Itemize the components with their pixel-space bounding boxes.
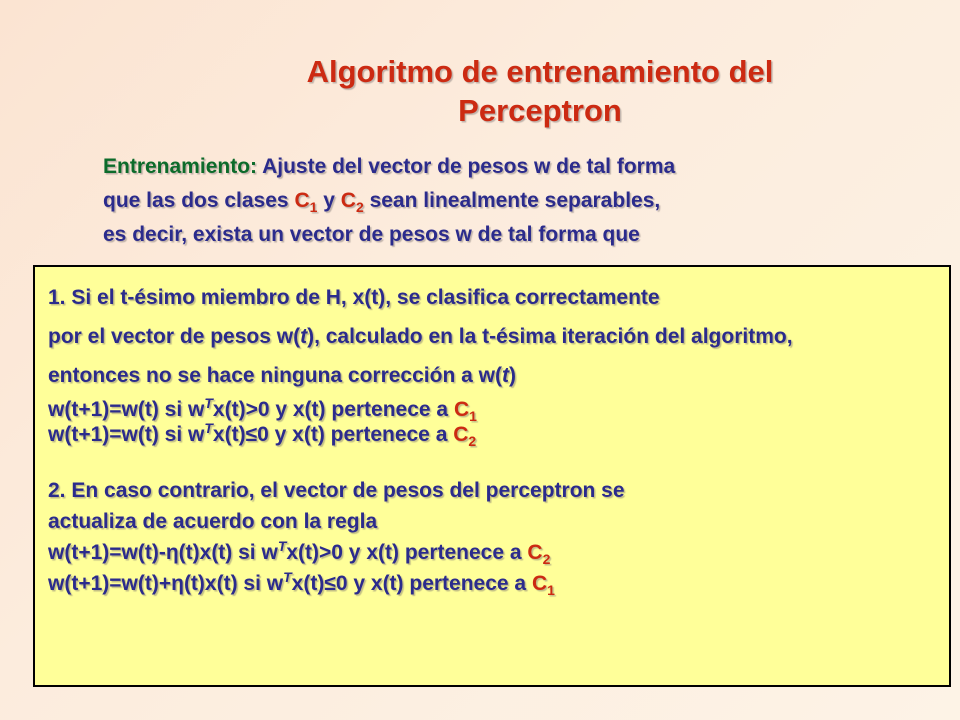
class-letter: C (531, 572, 548, 595)
class-c2 (340, 189, 364, 216)
conj: y (317, 189, 341, 212)
class-c2 (527, 541, 551, 568)
intro-line-2 (103, 184, 923, 218)
intro-paragraph (103, 150, 923, 252)
intro-line-3: es decir, exista un vector de pesos w de tal forma que (103, 223, 640, 246)
class-c1 (453, 398, 477, 425)
eta-symbol: η (165, 541, 179, 564)
text-italic: t (300, 325, 308, 348)
formula-1 (48, 395, 935, 425)
intro-text-2b: sean linealmente separables, (363, 189, 661, 212)
text: 0 y x(t) pertenece a (335, 572, 532, 595)
text: w(t+1)=w(t) si w (48, 398, 205, 421)
le-symbol: ≤ (324, 572, 336, 595)
text: x(t)>0 y x(t) pertenece a (212, 398, 454, 421)
class-letter: C (453, 398, 470, 421)
title-line-1: Algoritmo de entrenamiento del (306, 54, 774, 89)
text: por el vector de pesos w( (48, 325, 301, 348)
text: (t)x(t) si w (178, 541, 278, 564)
class-sub: 2 (468, 433, 477, 450)
transpose (204, 395, 213, 411)
text: ) (508, 364, 516, 387)
transpose (283, 569, 292, 585)
title-line-2: Perceptron (458, 93, 622, 128)
text: w(t+1)=w(t)+ (48, 572, 172, 595)
rules-box (33, 265, 951, 687)
intro-label: Entrenamiento: (103, 155, 258, 178)
class-sub: 2 (542, 551, 551, 568)
class-sub: 1 (547, 582, 555, 599)
text: 0 y x(t) pertenece a (257, 423, 454, 446)
text: x(t)>0 y x(t) pertenece a (286, 541, 528, 564)
transpose (204, 420, 213, 436)
rule-1-conclusion (48, 363, 935, 388)
class-sub: 1 (309, 199, 318, 216)
class-letter: C (453, 423, 469, 446)
class-letter: C (527, 541, 543, 564)
eta-symbol: η (171, 572, 184, 595)
transpose-letter: T (277, 538, 287, 554)
class-sub: 1 (469, 408, 477, 425)
text: x(t) (212, 423, 246, 446)
text: w(t+1)=w(t)- (48, 541, 166, 564)
formula-2 (48, 420, 935, 450)
rule-1-heading: 1. Si el t-ésimo miembro de H, x(t), se clasifica correctamente (48, 286, 660, 309)
rule-1-detail (48, 324, 935, 349)
class-c1 (531, 572, 555, 599)
transpose-letter: T (204, 420, 213, 436)
rule-2-detail: actualiza de acuerdo con la regla (48, 510, 378, 533)
rule-2-heading: 2. En caso contrario, el vector de pesos del perceptron se (48, 479, 625, 502)
intro-text-2a: que las dos clases (103, 189, 295, 212)
formula-4 (48, 569, 935, 599)
intro-text-1: Ajuste del vector de pesos w de tal forma (257, 155, 676, 178)
le-symbol: ≤ (245, 423, 258, 446)
transpose-letter: T (204, 395, 213, 411)
text: entonces no se hace ninguna corrección a w( (48, 364, 502, 387)
class-letter: C (340, 189, 356, 212)
text-italic: t (501, 364, 509, 387)
text: (t)x(t) si w (183, 572, 284, 595)
class-letter: C (294, 189, 310, 212)
transpose-letter: T (283, 569, 292, 585)
formula-3 (48, 538, 935, 568)
class-c2 (453, 423, 477, 450)
text: ), calculado en la t-ésima iteración del algoritmo, (307, 325, 793, 348)
text: x(t) (291, 572, 325, 595)
class-sub: 2 (355, 199, 364, 216)
slide-title (180, 52, 900, 130)
class-c1 (294, 189, 318, 216)
text: w(t+1)=w(t) si w (48, 423, 205, 446)
intro-line-1 (103, 150, 923, 184)
